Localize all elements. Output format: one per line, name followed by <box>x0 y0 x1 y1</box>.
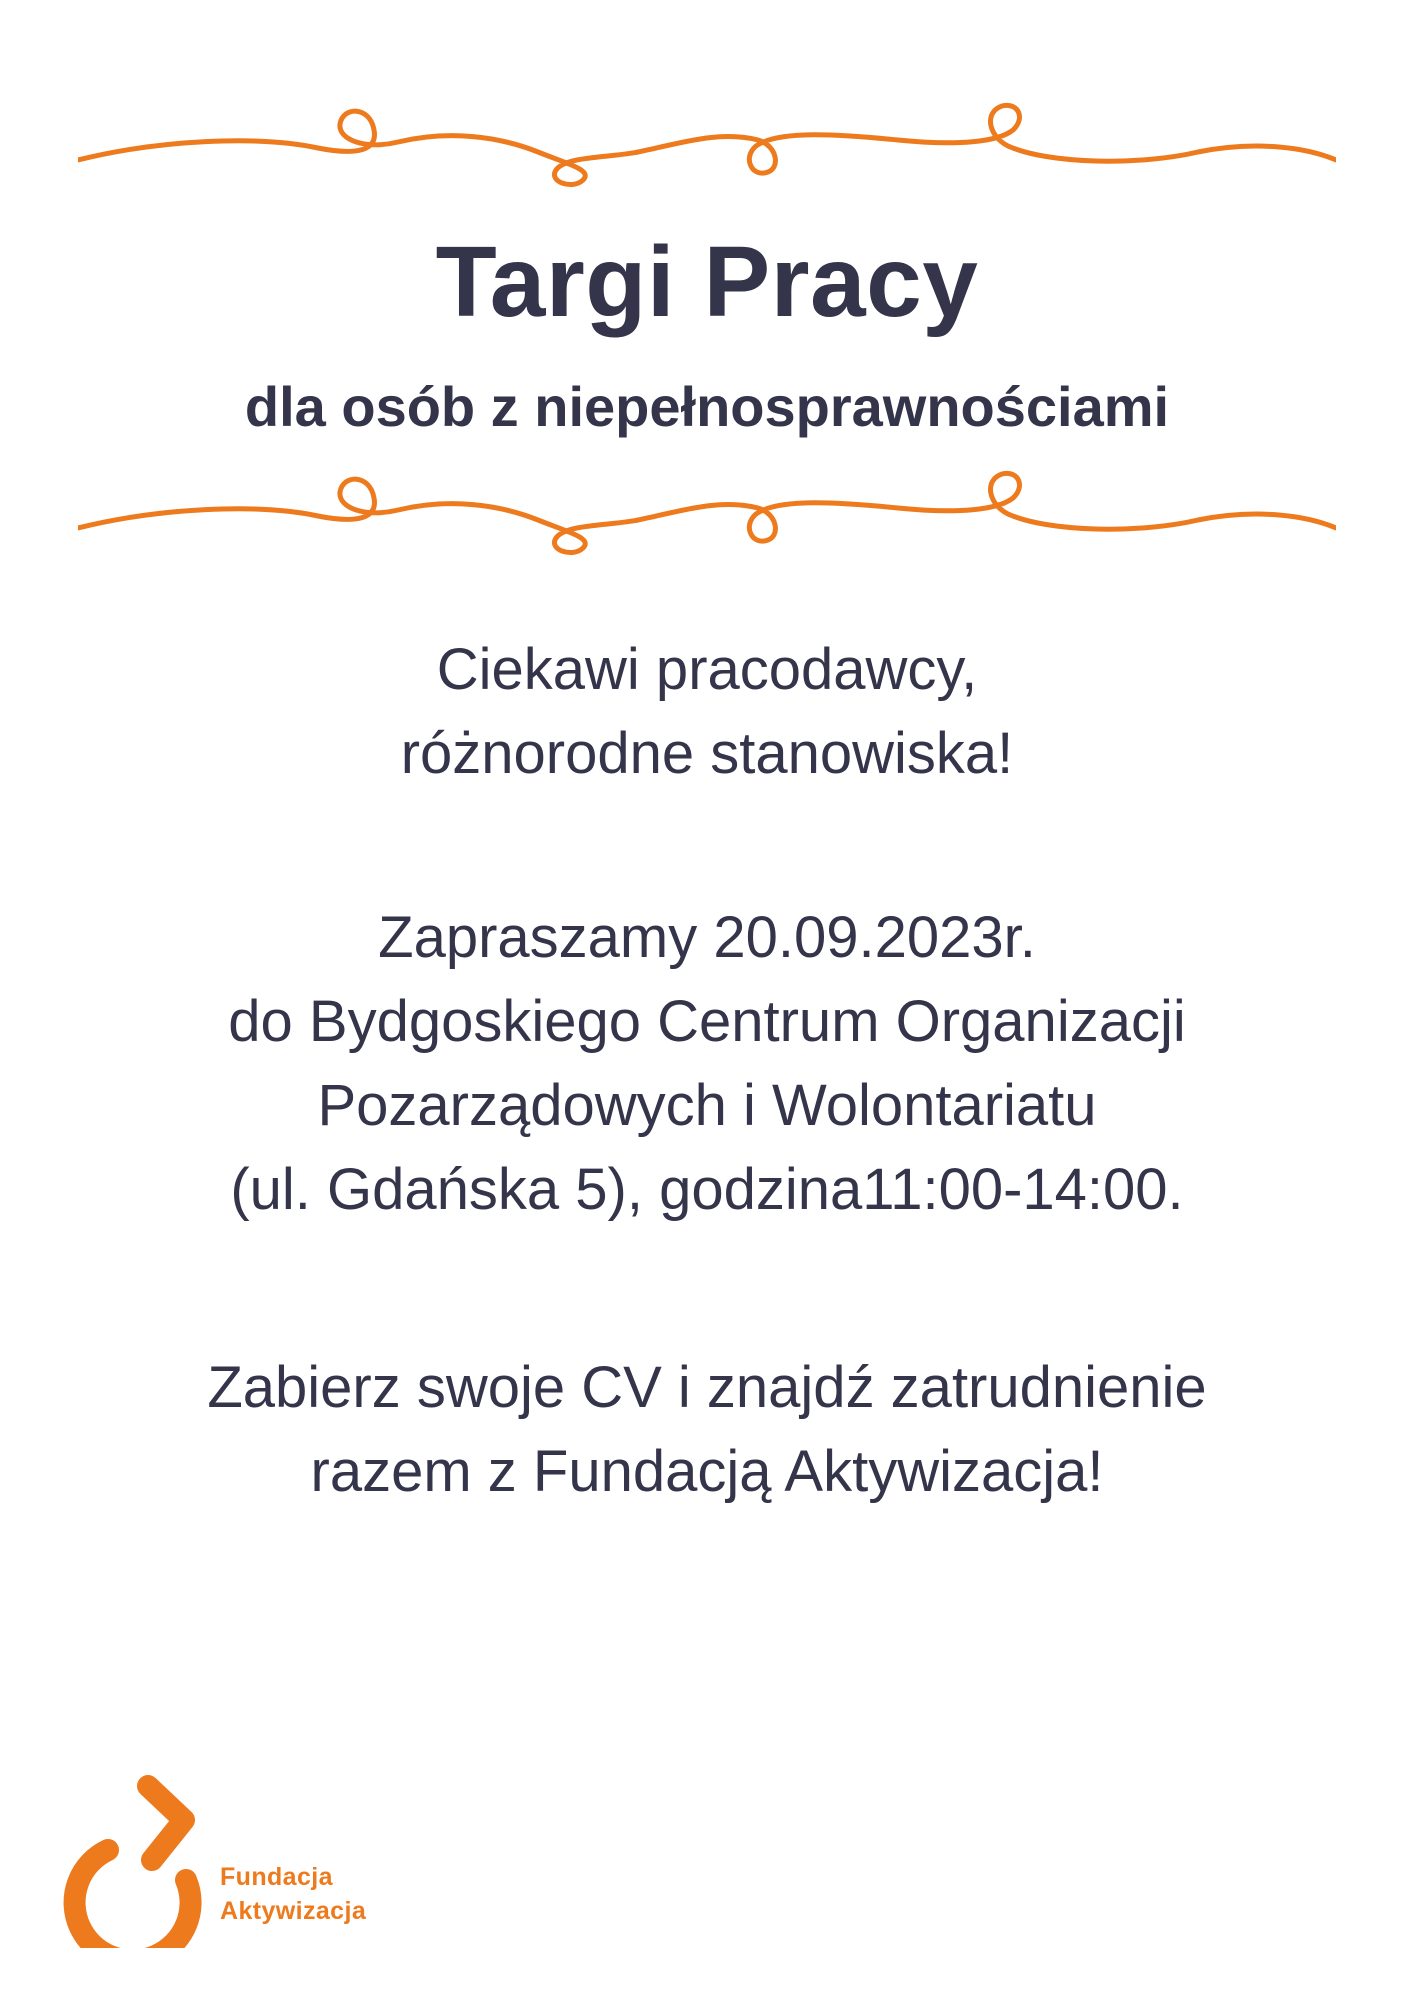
circular-arrow-icon <box>56 1768 206 1948</box>
event-address-time-line: (ul. Gdańska 5), godzina11:00-14:00. <box>230 1157 1184 1222</box>
event-venue-line: Pozarządowych i Wolontariatu <box>317 1073 1097 1138</box>
page-subtitle: dla osób z niepełnosprawnościami <box>244 375 1170 438</box>
event-venue-line: do Bydgoskiego Centrum Organizacji <box>228 989 1186 1054</box>
intro-line: Ciekawi pracodawcy, <box>436 637 978 702</box>
bottom-swirl-divider-icon <box>78 468 1336 558</box>
intro-line: różnorodne stanowiska! <box>400 721 1014 786</box>
logo-line: Fundacja <box>220 1863 333 1891</box>
page-title: Targi Pracy <box>435 226 979 338</box>
cta-line: razem z Fundacją Aktywizacja! <box>310 1439 1104 1504</box>
event-details-block <box>0 896 1414 1232</box>
cta-line: Zabierz swoje CV i znajdź zatrudnienie <box>207 1355 1207 1420</box>
call-to-action-block <box>0 1346 1414 1514</box>
logo-wordmark <box>220 1860 366 1928</box>
logo-line: Aktywizacja <box>220 1897 367 1925</box>
event-date-line: Zapraszamy 20.09.2023r. <box>378 905 1036 970</box>
foundation-logo <box>56 1768 416 1948</box>
top-swirl-divider-icon <box>78 100 1336 190</box>
intro-text-block <box>0 628 1414 796</box>
